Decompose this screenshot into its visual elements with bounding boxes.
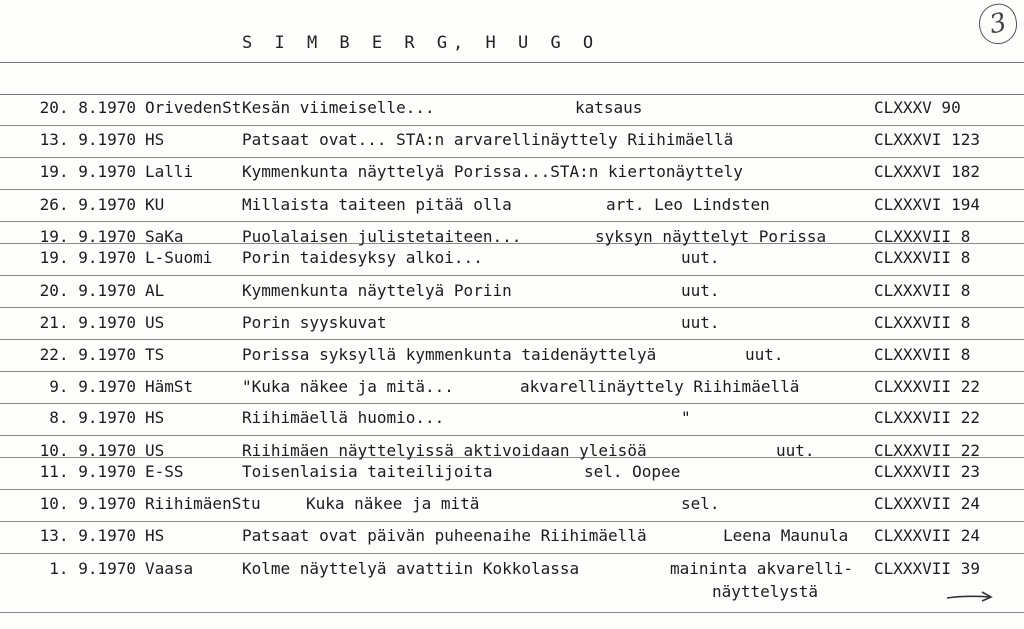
entry-source: US xyxy=(145,313,165,332)
entry-date: 19. 9.1970 xyxy=(39,248,136,267)
entry-note: art. Leo Lindsten xyxy=(606,195,770,214)
row-divider xyxy=(0,307,1024,308)
entry-source: HämSt xyxy=(145,377,194,396)
entry-source: E-SS xyxy=(145,462,184,481)
entry-title: Porin syyskuvat xyxy=(242,313,387,332)
entry-source: HS xyxy=(145,130,165,149)
entry-note: syksyn näyttelyt Porissa xyxy=(595,227,827,246)
row-divider xyxy=(0,403,1024,404)
entry-reference: CLXXXVI 182 xyxy=(874,162,980,181)
entry-title: Toisenlaisia taiteilijoita xyxy=(242,462,493,481)
row-divider xyxy=(0,275,1024,276)
entry-title: Puolalaisen julistetaiteen... xyxy=(242,227,522,246)
entry-reference: CLXXXVII 8 xyxy=(874,248,971,267)
entry-reference: CLXXXVII 23 xyxy=(874,462,980,481)
entry-note: uut. xyxy=(681,248,720,267)
entry-source: AL xyxy=(145,281,165,300)
circled-page-number: 3 xyxy=(975,0,1020,47)
row-divider xyxy=(0,221,1024,222)
entry-date: 10. 9.1970 xyxy=(39,494,136,513)
entry-reference: CLXXXVII 22 xyxy=(874,377,980,396)
entry-title: "Kuka näkee ja mitä... xyxy=(242,377,454,396)
entry-date: 13. 9.1970 xyxy=(39,526,136,545)
row-divider xyxy=(0,189,1024,190)
entry-note: " xyxy=(681,408,691,427)
entry-reference: CLXXXVII 8 xyxy=(874,313,971,332)
entry-reference: CLXXXVI 123 xyxy=(874,130,980,149)
right-arrow-icon xyxy=(946,589,994,603)
row-divider xyxy=(0,489,1024,490)
row-divider xyxy=(0,339,1024,340)
entry-note: uut. xyxy=(681,313,720,332)
entry-date: 21. 9.1970 xyxy=(39,313,136,332)
card-title: S I M B E R G, H U G O xyxy=(242,33,600,53)
entry-note: sel. xyxy=(681,494,720,513)
entry-note: uut. xyxy=(776,441,815,460)
entry-reference: CLXXXVII 8 xyxy=(874,227,971,246)
entry-reference: CLXXXVII 24 xyxy=(874,494,980,513)
header-rule-2 xyxy=(0,94,1024,95)
row-divider xyxy=(0,371,1024,372)
row-divider xyxy=(0,157,1024,158)
entry-note: katsaus xyxy=(575,98,643,117)
entry-source: HS xyxy=(145,526,165,545)
entry-source: Vaasa xyxy=(145,559,194,578)
entry-source: RiihimäenStu xyxy=(145,494,261,513)
row-divider xyxy=(0,521,1024,522)
entry-reference: CLXXXVI 194 xyxy=(874,195,980,214)
entry-title: Porin taidesyksy alkoi... xyxy=(242,248,483,267)
entry-title: Patsaat ovat... STA:n arvarellinäyttely Riihimäellä xyxy=(242,130,734,149)
row-divider xyxy=(0,612,1024,613)
continuation-text: näyttelystä xyxy=(712,582,818,601)
entry-source: US xyxy=(145,441,165,460)
entry-source: OrivedenSt xyxy=(145,98,242,117)
row-divider xyxy=(0,125,1024,126)
header-rule xyxy=(0,62,1024,63)
entry-date: 19. 9.1970 xyxy=(39,227,136,246)
entry-date: 19. 9.1970 xyxy=(39,162,136,181)
entry-date: 13. 9.1970 xyxy=(39,130,136,149)
entry-reference: CLXXXV 90 xyxy=(874,98,961,117)
row-divider xyxy=(0,435,1024,436)
entry-reference: CLXXXVII 8 xyxy=(874,345,971,364)
entry-date: 8. 9.1970 xyxy=(49,408,136,427)
entry-source: KU xyxy=(145,195,165,214)
entry-title: Millaista taiteen pitää olla xyxy=(242,195,512,214)
entry-note: sel. Oopee xyxy=(584,462,681,481)
entry-title: Riihimäen näyttelyissä aktivoidaan yleisöä xyxy=(242,441,647,460)
entry-title: Kesän viimeiselle... xyxy=(242,98,435,117)
entry-date: 26. 9.1970 xyxy=(39,195,136,214)
entry-reference: CLXXXVII 24 xyxy=(874,526,980,545)
entry-title: Riihimäellä huomio... xyxy=(242,408,445,427)
entry-note: Leena Maunula xyxy=(723,526,849,545)
entry-date: 9. 9.1970 xyxy=(49,377,136,396)
entry-reference: CLXXXVII 8 xyxy=(874,281,971,300)
entry-reference: CLXXXVII 22 xyxy=(874,441,980,460)
entry-reference: CLXXXVII 39 xyxy=(874,559,980,578)
entry-title: Porissa syksyllä kymmenkunta taidenäyttelyä xyxy=(242,345,657,364)
entry-title: Kolme näyttelyä avattiin Kokkolassa xyxy=(242,559,580,578)
entry-reference: CLXXXVII 22 xyxy=(874,408,980,427)
entry-date: 1. 9.1970 xyxy=(49,559,136,578)
entry-note: akvarellinäyttely Riihimäellä xyxy=(520,377,800,396)
entry-date: 11. 9.1970 xyxy=(39,462,136,481)
entry-date: 20. 8.1970 xyxy=(39,98,136,117)
entry-source: TS xyxy=(145,345,165,364)
entry-source: L-Suomi xyxy=(145,248,213,267)
entry-note: uut. xyxy=(745,345,784,364)
entry-title: Kymmenkunta näyttelyä Porissa...STA:n kiertonäyttely xyxy=(242,162,743,181)
entry-source: Lalli xyxy=(145,162,194,181)
entry-date: 10. 9.1970 xyxy=(39,441,136,460)
entry-title: Kuka näkee ja mitä xyxy=(306,494,480,513)
entry-note: maininta akvarelli- xyxy=(670,559,854,578)
entry-title: Patsaat ovat päivän puheenaihe Riihimäellä xyxy=(242,526,647,545)
entry-source: SaKa xyxy=(145,227,184,246)
entry-date: 20. 9.1970 xyxy=(39,281,136,300)
row-divider xyxy=(0,553,1024,554)
entry-date: 22. 9.1970 xyxy=(39,345,136,364)
entry-note: uut. xyxy=(681,281,720,300)
entry-source: HS xyxy=(145,408,165,427)
entry-title: Kymmenkunta näyttelyä Poriin xyxy=(242,281,512,300)
